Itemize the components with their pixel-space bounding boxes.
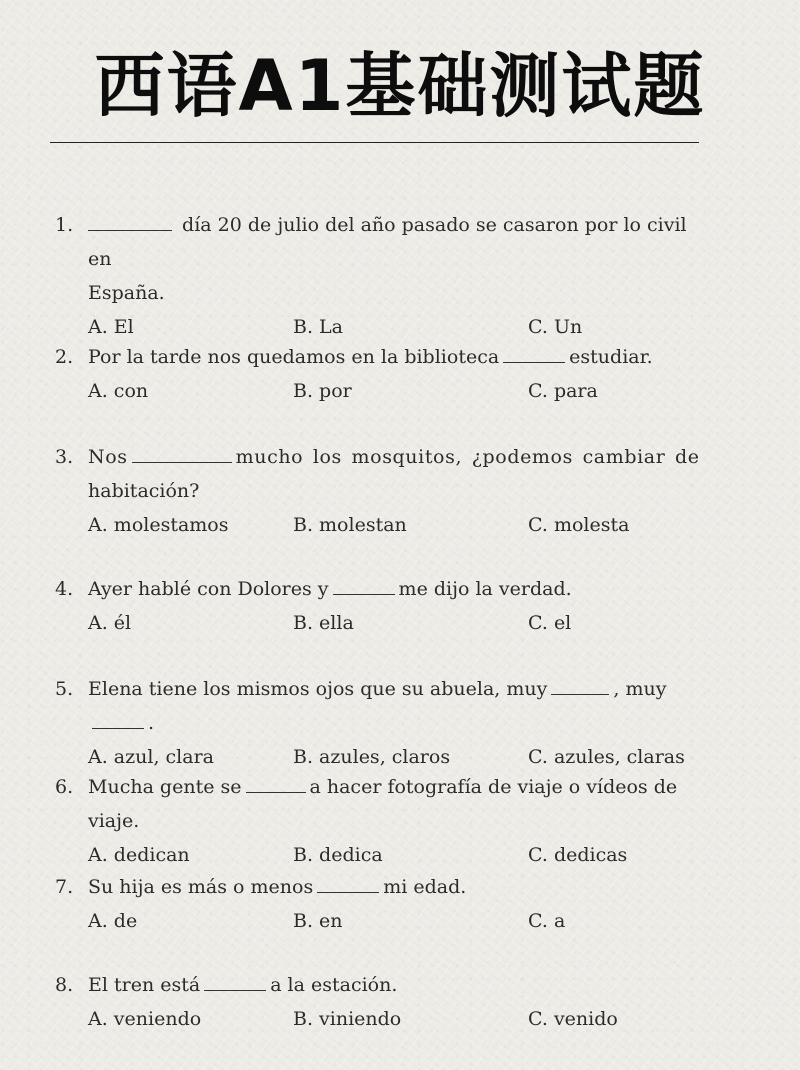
option-a[interactable]: A. él [88, 612, 132, 634]
options-row [88, 606, 705, 640]
option-b[interactable]: B. por [293, 380, 352, 402]
answer-blank[interactable] [317, 873, 379, 893]
question-text: El tren está [88, 974, 201, 996]
question-text-continued: habitación? [88, 480, 200, 502]
option-b[interactable]: B. dedica [293, 844, 383, 866]
option-b[interactable]: B. ella [293, 612, 354, 634]
question-number: 1. [55, 214, 74, 236]
option-b[interactable]: B. viniendo [293, 1008, 402, 1030]
option-c[interactable]: C. el [528, 612, 572, 634]
question-number: 4. [55, 578, 74, 600]
question-text-after: . [148, 712, 155, 734]
answer-blank-2[interactable] [92, 709, 144, 729]
question-number: 6. [55, 776, 74, 798]
question-text-after: a la estación. [270, 974, 398, 996]
options-row [88, 374, 705, 408]
option-c[interactable]: C. molesta [528, 514, 630, 536]
option-b[interactable]: B. en [293, 910, 343, 932]
question-text: Su hija es más o menos [88, 876, 314, 898]
answer-blank[interactable] [88, 211, 172, 231]
options-row [88, 508, 705, 542]
option-c[interactable]: C. azules, claras [528, 746, 685, 768]
question-text-after: me dijo la verdad. [398, 578, 572, 600]
question-number: 3. [55, 446, 74, 468]
question-number: 5. [55, 678, 74, 700]
answer-blank-1[interactable] [551, 675, 609, 695]
option-c[interactable]: C. venido [528, 1008, 618, 1030]
options-row [88, 310, 705, 344]
question-text-after: estudiar. [569, 346, 653, 368]
page-title: 西语A1基础测试题 [94, 45, 706, 127]
option-c[interactable]: C. dedicas [528, 844, 628, 866]
option-a[interactable]: A. molestamos [88, 514, 229, 536]
question-text: Por la tarde nos quedamos en la biblioteca [88, 346, 500, 368]
question-6 [55, 770, 705, 872]
answer-blank[interactable] [204, 971, 266, 991]
question-text-between: , muy [613, 678, 667, 700]
options-row [88, 904, 705, 938]
answer-blank[interactable] [503, 343, 565, 363]
answer-blank[interactable] [246, 773, 306, 793]
question-text-after: a hacer fotografía de viaje o vídeos de viaje. [88, 776, 678, 832]
option-b[interactable]: B. La [293, 316, 343, 338]
option-a[interactable]: A. dedican [88, 844, 190, 866]
option-b[interactable]: B. azules, claros [293, 746, 451, 768]
option-a[interactable]: A. veniendo [88, 1008, 202, 1030]
option-c[interactable]: C. Un [528, 316, 583, 338]
options-row [88, 1002, 705, 1036]
options-row [88, 740, 705, 774]
option-b[interactable]: B. molestan [293, 514, 407, 536]
question-text: Elena tiene los mismos ojos que su abuela, muy [88, 678, 548, 700]
question-text: Ayer hablé con Dolores y [88, 578, 329, 600]
title-divider [50, 142, 699, 143]
question-8 [55, 968, 705, 1036]
question-5 [55, 672, 705, 774]
option-a[interactable]: A. con [88, 380, 149, 402]
question-number: 7. [55, 876, 74, 898]
question-7 [55, 870, 705, 938]
question-text-continued: España. [88, 282, 165, 304]
question-text: Mucha gente se [88, 776, 242, 798]
option-a[interactable]: A. azul, clara [88, 746, 214, 768]
answer-blank[interactable] [132, 443, 232, 463]
question-number: 8. [55, 974, 74, 996]
question-text-after: mi edad. [383, 876, 467, 898]
question-text: día 20 de julio del año pasado se casaron por lo civil en [88, 214, 687, 270]
question-number: 2. [55, 346, 74, 368]
option-c[interactable]: C. para [528, 380, 598, 402]
question-4 [55, 572, 705, 640]
option-a[interactable]: A. El [88, 316, 134, 338]
options-row [88, 838, 705, 872]
question-2 [55, 340, 705, 408]
option-c[interactable]: C. a [528, 910, 566, 932]
question-1 [55, 208, 705, 344]
question-text: Nos [88, 446, 128, 468]
question-3 [55, 440, 705, 542]
answer-blank[interactable] [333, 575, 395, 595]
question-text-after: mucho los mosquitos, ¿podemos cambiar de [235, 446, 700, 468]
option-a[interactable]: A. de [88, 910, 138, 932]
